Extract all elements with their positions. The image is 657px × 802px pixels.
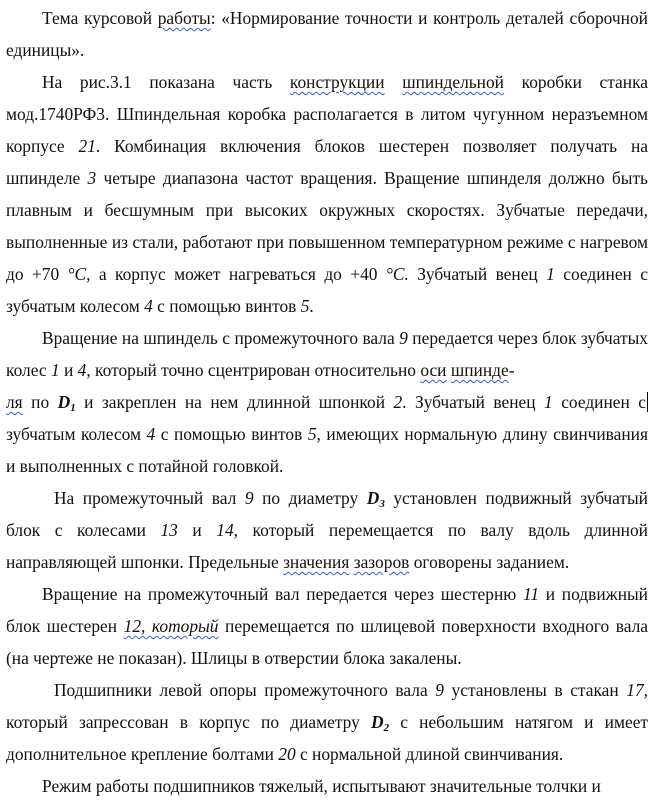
topic-label: Тема курсовой xyxy=(42,8,158,28)
spellcheck-underline: зазоров xyxy=(353,552,410,572)
topic-text: : «Нормирование точности и контроль деталей сборочной единицы». xyxy=(6,8,648,60)
spellcheck-underline: значения xyxy=(283,552,350,572)
paragraph-2: Вращение на шпиндель с промежуточного вала 9 передается через блок зубчатых колес 1 и 4, который точно сцентрирован относительно оси шпинде- ля по $D_1$ и закреплен на нем длинной шпонкой 2. Зубчатый венец 1 соединен с зубчатым колесом 4 с помощью винтов 5, имеющих нормальную длину свинчивания и выполненных с потайной головкой. xyxy=(6,328,648,476)
paragraph-6: Режим работы подшипников тяжелый, испытывают значительные толчки и xyxy=(42,776,601,796)
spellcheck-underline: ля xyxy=(6,392,23,412)
spellcheck-underline: шпиндельной xyxy=(402,72,504,92)
paragraph-3: На промежуточный вал 9 по диаметру $D_3$ установлен подвижный зубчатый блок с колесами 13 и 14, который перемещается по валу вдоль длинной направляющей шпонки. Предельные значения зазоров оговорены заданием. xyxy=(6,488,648,572)
spellcheck-underline: работы xyxy=(157,8,211,28)
diameter-symbol: $D_2$ xyxy=(371,712,390,734)
paragraph-4: Вращение на промежуточный вал передается через шестерню 11 и подвижный блок шестерен 12, который перемещается по шлицевой поверхности входного вала (на чертеже не показан). Шлицы в отверстии блока закалены. xyxy=(6,584,648,668)
diameter-symbol: $D_3$ xyxy=(366,488,385,510)
paragraph-1: На рис.3.1 показана часть конструкции шпиндельной коробки станка мод.1740РФ3. Шпиндельная коробка располагается в литом чугунном неразъемном корпусе 21. Комбинация включения блоков шестерен позволяет получать на шпинделе 3 четыре диапазона частот вращения. Вращение шпинделя должно быть плавным и бесшумным при высоких окружных скоростях. Зубчатые передачи, выполненные из стали, работают при повышенном температурном режиме с нагревом до +70 °С, а корпус может нагреваться до +40 °С. Зубчатый венец 1 соединен с зубчатым колесом 4 с помощью винтов 5. xyxy=(6,72,648,316)
spellcheck-underline: оси xyxy=(420,360,447,380)
diameter-symbol: $D_1$ xyxy=(57,392,76,414)
spellcheck-underline: конструкции xyxy=(289,72,385,92)
spellcheck-underline: 12, который xyxy=(123,616,219,636)
text-cursor xyxy=(647,392,648,412)
paragraph-5: Подшипники левой опоры промежуточного вала 9 установлены в стакан 17, который запрессован в корпус по диаметру $D_2$ с небольшим натягом и имеет дополнительное крепление болтами 20 с нормальной длиной свинчивания. xyxy=(6,680,649,764)
spellcheck-underline: шпинде xyxy=(450,360,509,380)
topic-paragraph xyxy=(6,0,648,66)
